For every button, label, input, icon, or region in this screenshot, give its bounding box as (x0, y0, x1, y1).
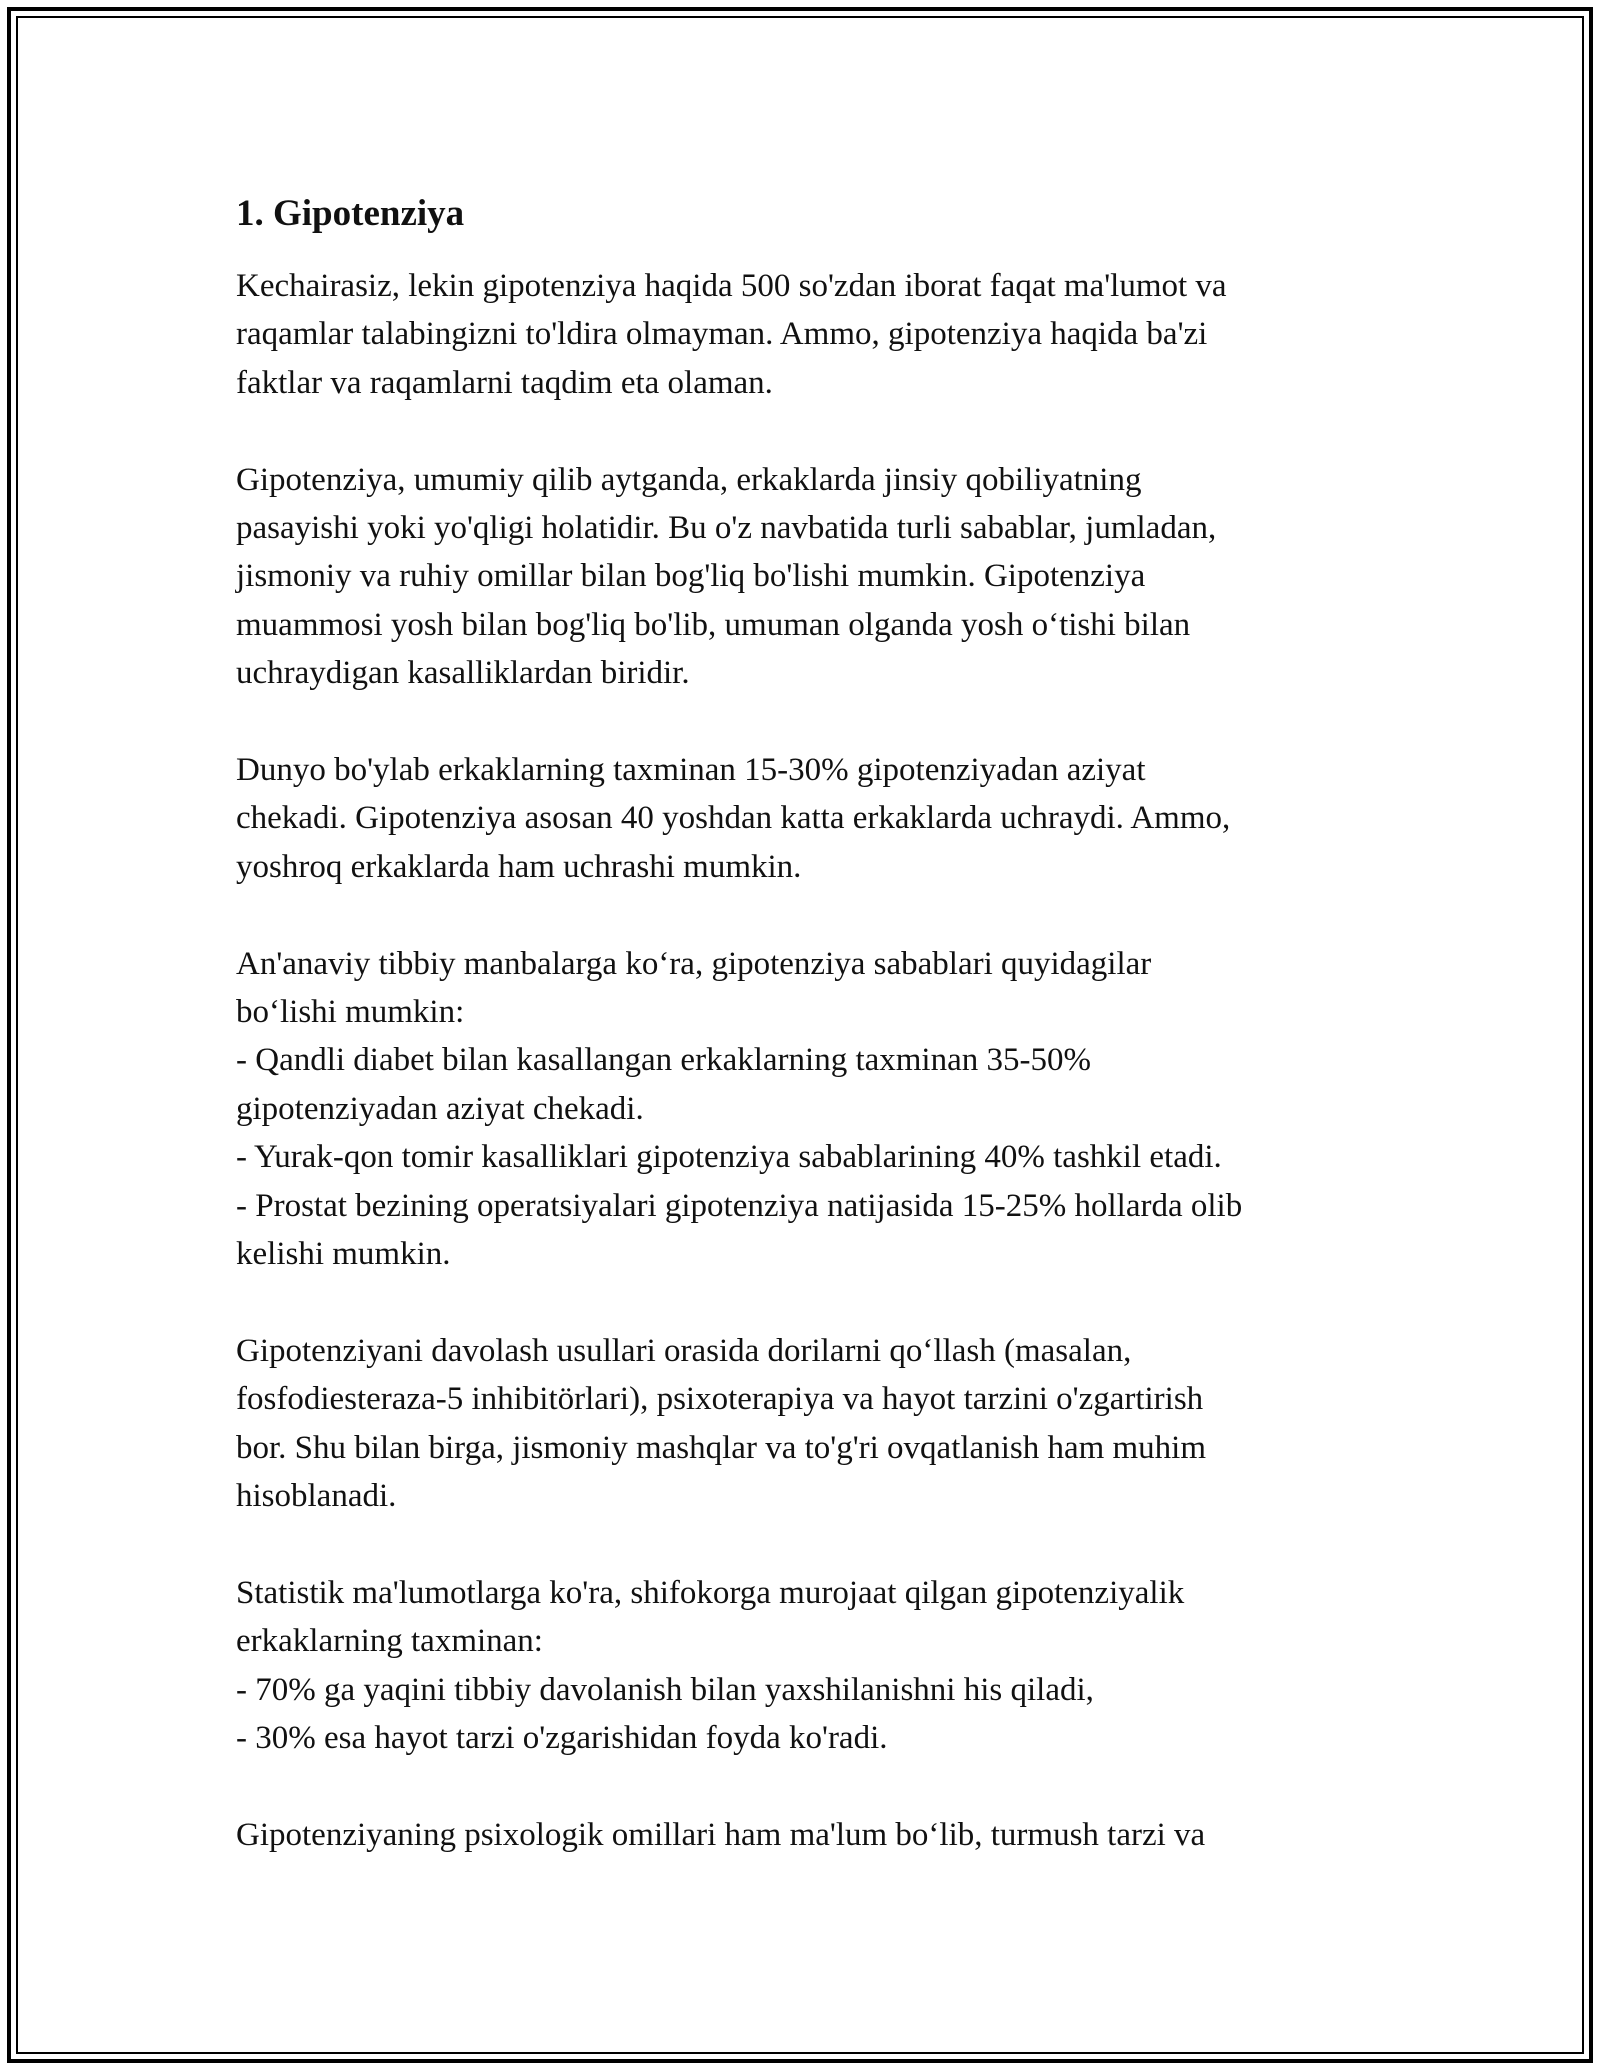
text-line: bo‘lishi mumkin: (236, 994, 465, 1031)
text-line: fosfodiesteraza-5 inhibitörlari), psixoterapiya va hayot tarzini o'zgartirish (236, 1381, 1204, 1418)
text-line: bor. Shu bilan birga, jismoniy mashqlar va to'g'ri ovqatlanish ham muhim (236, 1429, 1207, 1466)
text-line: kelishi mumkin. (236, 1236, 451, 1273)
text-line: yoshroq erkaklarda ham uchrashi mumkin. (236, 848, 802, 885)
text-line: hisoblanadi. (236, 1478, 397, 1515)
text-line: chekadi. Gipotenziya asosan 40 yoshdan katta erkaklarda uchraydi. Ammo, (236, 800, 1231, 837)
list-item: - 30% esa hayot tarzi o'zgarishidan foyda ko'radi. (236, 1720, 888, 1757)
paragraph-statistics (236, 1569, 1376, 1763)
text-line: Gipotenziyaning psixologik omillari ham ma'lum bo‘lib, turmush tarzi va (236, 1816, 1206, 1853)
text-line: jismoniy va ruhiy omillar bilan bog'liq bo'lishi mumkin. Gipotenziya (236, 558, 1146, 595)
document-page (236, 186, 1376, 1908)
text-line: faktlar va raqamlarni taqdim eta olaman. (236, 364, 773, 401)
text-line: Kechairasiz, lekin gipotenziya haqida 500 so'zdan iborat faqat ma'lumot va (236, 268, 1227, 304)
list-item: - Prostat bezining operatsiyalari gipotenziya natijasida 15-25% hollarda olib (236, 1187, 1243, 1224)
paragraph-causes (236, 940, 1376, 1279)
paragraph-definition (236, 456, 1376, 698)
text-line: erkaklarning taxminan: (236, 1623, 543, 1660)
text-line: muammosi yosh bilan bog'liq bo'lib, umuman olganda yosh o‘tishi bilan (236, 606, 1191, 643)
list-item: - Yurak-qon tomir kasalliklari gipotenziya sabablarining 40% tashkil etadi. (236, 1139, 1222, 1176)
paragraph-prevalence (236, 746, 1376, 891)
text-line: Dunyo bo'ylab erkaklarning taxminan 15-30% gipotenziyadan aziyat (236, 752, 1146, 789)
text-line: uchraydigan kasalliklardan biridir. (236, 655, 690, 692)
text-line: An'anaviy tibbiy manbalarga ko‘ra, gipotenziya sabablari quyidagilar (236, 945, 1152, 982)
text-line: Gipotenziyani davolash usullari orasida dorilarni qo‘llash (masalan, (236, 1332, 1132, 1369)
list-item: - Qandli diabet bilan kasallangan erkaklarning taxminan 35-50% (236, 1042, 1091, 1079)
paragraph-intro (236, 262, 1376, 407)
text-line: Statistik ma'lumotlarga ko'ra, shifokorga murojaat qilgan gipotenziyalik (236, 1574, 1185, 1611)
section-heading: 1. Gipotenziya (236, 193, 465, 234)
paragraph-treatment (236, 1327, 1376, 1521)
list-item: - 70% ga yaqini tibbiy davolanish bilan yaxshilanishni his qiladi, (236, 1671, 1094, 1708)
paragraph-psychological (236, 1811, 1376, 1859)
text-line: raqamlar talabingizni to'ldira olmayman. Ammo, gipotenziya haqida ba'zi (236, 316, 1208, 353)
text-line: gipotenziyadan aziyat chekadi. (236, 1090, 644, 1127)
text-line: Gipotenziya, umumiy qilib aytganda, erkaklarda jinsiy qobiliyatning (236, 461, 1142, 498)
text-line: pasayishi yoki yo'qligi holatidir. Bu o'z navbatida turli sabablar, jumladan, (236, 510, 1217, 547)
